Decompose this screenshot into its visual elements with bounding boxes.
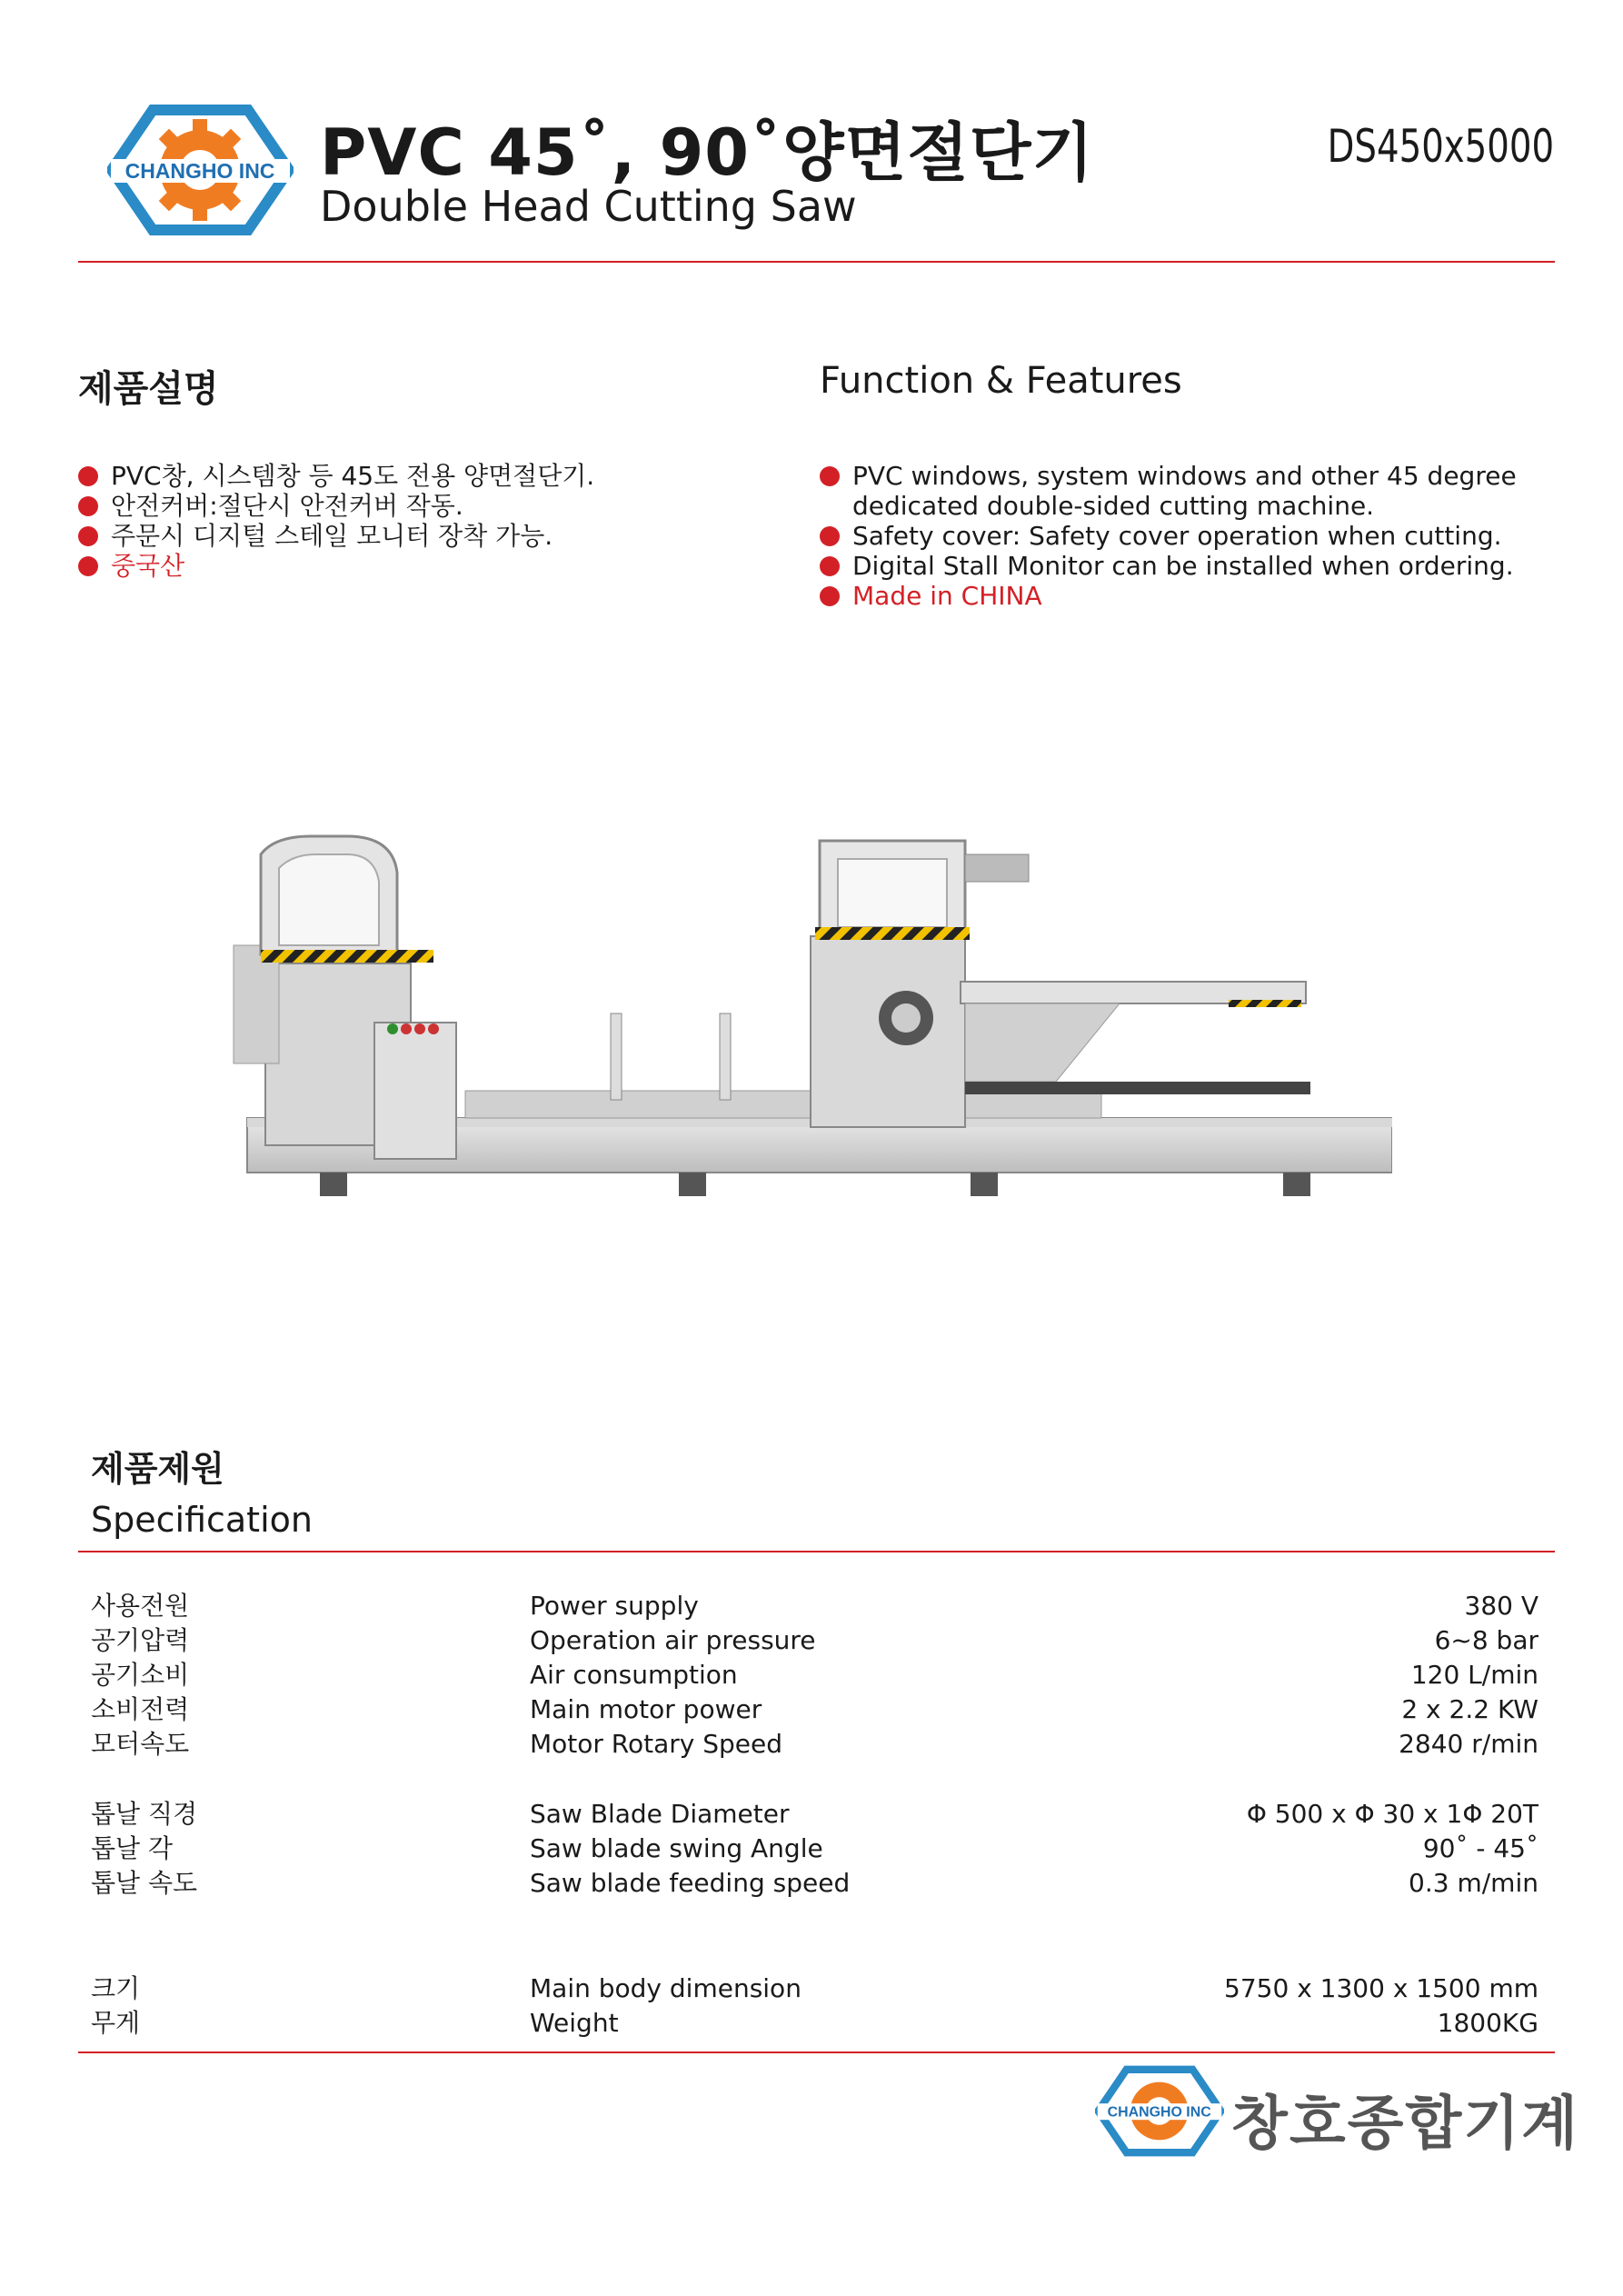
page-title: PVC 45˚, 90˚양면절단기 (320, 115, 1095, 190)
list-item: PVC windows, system windows and other 45 degree (820, 461, 1565, 491)
changho-logo (107, 103, 294, 237)
spec-row (91, 1797, 1538, 1832)
spec-label-en: Main body dimension (530, 1973, 802, 2003)
spec-value: 0.3 m/min (1409, 1868, 1538, 1898)
spec-value: 90˚ - 45˚ (1422, 1833, 1538, 1863)
spec-label-en: Motor Rotary Speed (530, 1729, 783, 1759)
spec-label-ko: 크기 (91, 1973, 141, 2003)
list-item: Digital Stall Monitor can be installed when ordering. (820, 551, 1565, 581)
spec-row (91, 1623, 1538, 1658)
page-subtitle: Double Head Cutting Saw (320, 182, 857, 231)
spec-label-ko: 톱날 각 (91, 1833, 174, 1863)
ko-description-title: 제품설명 (78, 368, 219, 410)
spec-value: 2 x 2.2 KW (1401, 1694, 1538, 1724)
spec-label-en: Weight (530, 2008, 619, 2038)
spec-label-ko: 모터속도 (91, 1729, 190, 1759)
spec-divider (78, 1551, 1555, 1552)
company-name: 창호종합기계 (1231, 2091, 1579, 2158)
footer-logo (1095, 2063, 1224, 2159)
spec-title-ko: 제품제원 (91, 1449, 224, 1489)
spec-label-ko: 사용전원 (91, 1591, 190, 1621)
spec-value: 5750 x 1300 x 1500 mm (1224, 1973, 1538, 2003)
spec-value: 1800KG (1437, 2008, 1538, 2038)
spec-label-ko: 톱날 속도 (91, 1868, 198, 1898)
spec-value: 6~8 bar (1434, 1625, 1538, 1655)
spec-label-en: Saw blade swing Angle (530, 1833, 823, 1863)
spec-label-en: Saw Blade Diameter (530, 1799, 790, 1829)
bullet-icon (78, 466, 98, 486)
ko-feature-list (78, 461, 769, 581)
bullet-icon (78, 526, 98, 546)
spec-label-en: Operation air pressure (530, 1625, 816, 1655)
bullet-icon (820, 466, 840, 486)
spec-row (91, 1589, 1538, 1623)
spec-row (91, 1972, 1538, 2006)
bullet-icon (78, 496, 98, 516)
list-item: Safety cover: Safety cover operation when cutting. (820, 521, 1565, 551)
bullet-icon (820, 526, 840, 546)
en-feature-list (820, 461, 1565, 611)
spec-label-ko: 소비전력 (91, 1694, 190, 1724)
list-item: PVC창, 시스템창 등 45도 전용 양면절단기. (78, 461, 769, 491)
header-divider (78, 261, 1555, 263)
spec-label-ko: 무게 (91, 2008, 141, 2038)
spec-title-en: Specification (91, 1500, 313, 1540)
spec-row (91, 2006, 1538, 2041)
list-item: 주문시 디지털 스테일 모니터 장착 가능. (78, 521, 769, 551)
list-item: 안전커버:절단시 안전커버 작동. (78, 491, 769, 521)
spec-label-en: Main motor power (530, 1694, 762, 1724)
spec-label-ko: 톱날 직경 (91, 1799, 198, 1829)
spec-title (91, 1443, 313, 1545)
spec-value: 2840 r/min (1399, 1729, 1538, 1759)
en-description-title: Function & Features (820, 360, 1182, 402)
model-code: DS450x5000 (1327, 120, 1554, 173)
spec-row (91, 1658, 1538, 1692)
spec-label-ko: 공기소비 (91, 1660, 190, 1690)
spec-label-en: Air consumption (530, 1660, 738, 1690)
bullet-icon (820, 556, 840, 576)
spec-row (91, 1832, 1538, 1866)
machine-image (211, 818, 1392, 1227)
bullet-icon (78, 556, 98, 576)
spec-row (91, 1727, 1538, 1762)
list-item: Made in CHINA (820, 581, 1565, 611)
spec-row (91, 1866, 1538, 1901)
bullet-icon (820, 586, 840, 606)
spec-row (91, 1692, 1538, 1727)
list-item: 중국산 (78, 551, 769, 581)
logo-text: CHANGHO INC (124, 159, 275, 183)
footer-logo-text: CHANGHO INC (1107, 2104, 1211, 2121)
footer-divider (78, 2051, 1555, 2053)
spec-label-en: Saw blade feeding speed (530, 1868, 851, 1898)
spec-value: 380 V (1464, 1591, 1538, 1621)
list-item-continuation: dedicated double-sided cutting machine. (852, 491, 1375, 521)
spec-value: Φ 500 x Φ 30 x 1Φ 20T (1246, 1799, 1538, 1829)
spec-label-en: Power supply (530, 1591, 699, 1621)
spec-label-ko: 공기압력 (91, 1625, 190, 1655)
spec-value: 120 L/min (1410, 1660, 1538, 1690)
